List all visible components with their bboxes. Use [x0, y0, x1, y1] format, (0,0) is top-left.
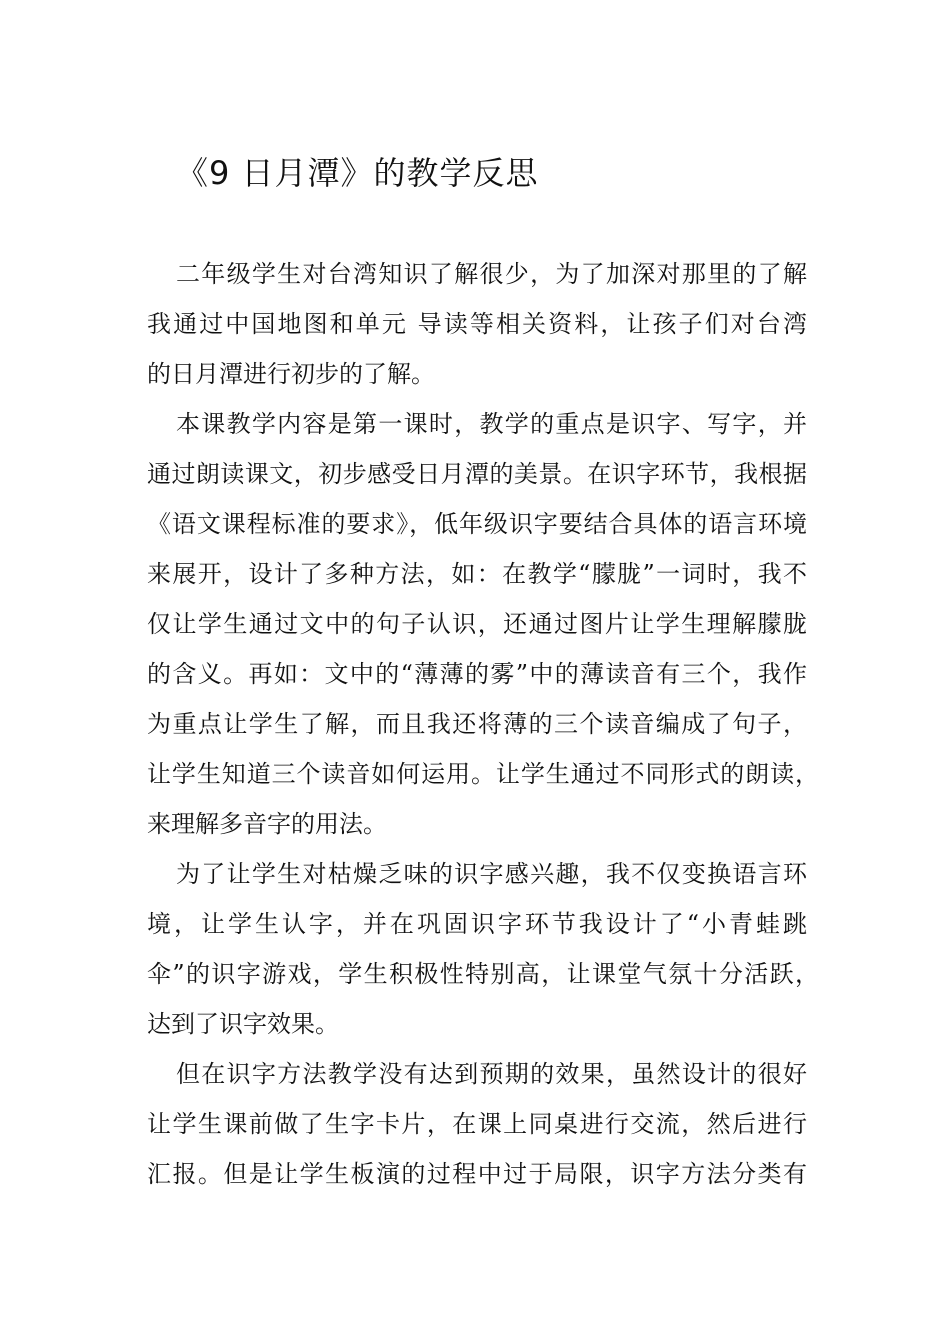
paragraph-1-line-2: 我通过中国地图和单元 导读等相关资料，让孩子们对台湾	[147, 310, 807, 338]
paragraph-2-line-2: 通过朗读课文，初步感受日月潭的美景。在识字环节，我根据	[147, 460, 807, 488]
paragraph-1-line-1: 二年级学生对台湾知识了解很少，为了加深对那里的了解	[176, 260, 807, 288]
paragraph-2-line-4: 来展开，设计了多种方法，如：在教学“朦胧”一词时，我不	[147, 560, 807, 588]
paragraph-2-line-8: 让学生知道三个读音如何运用。让学生通过不同形式的朗读，	[147, 760, 819, 788]
paragraph-1-line-3: 的日月潭进行初步的了解。	[147, 360, 435, 388]
paragraph-2-line-9: 来理解多音字的用法。	[147, 810, 387, 838]
paragraph-4-line-1: 但在识字方法教学没有达到预期的效果，虽然设计的很好	[176, 1060, 807, 1088]
paragraph-4-line-3: 汇报。但是让学生板演的过程中过于局限，识字方法分类有	[147, 1160, 807, 1188]
paragraph-2-line-5: 仅让学生通过文中的句子认识，还通过图片让学生理解朦胧	[147, 610, 807, 638]
document-title: 《9 日月潭》的教学反思	[176, 154, 539, 192]
paragraph-2-line-6: 的含义。再如：文中的“薄薄的雾”中的薄读音有三个，我作	[147, 660, 807, 688]
paragraph-3-line-3: 伞”的识字游戏，学生积极性特别高，让课堂气氛十分活跃，	[147, 960, 819, 988]
paragraph-3-line-1: 为了让学生对枯燥乏味的识字感兴趣，我不仅变换语言环	[176, 860, 807, 888]
paragraph-3-line-2: 境，让学生认字，并在巩固识字环节我设计了“小青蛙跳	[147, 910, 807, 938]
paragraph-4-line-2: 让学生课前做了生字卡片，在课上同桌进行交流，然后进行	[147, 1110, 807, 1138]
paragraph-2-line-3: 《语文课程标准的要求》，低年级识字要结合具体的语言环境	[147, 510, 807, 538]
paragraph-3-line-4: 达到了识字效果。	[147, 1010, 339, 1038]
paragraph-2-line-1: 本课教学内容是第一课时，教学的重点是识字、写字，并	[176, 410, 807, 438]
paragraph-2-line-7: 为重点让学生了解，而且我还将薄的三个读音编成了句子，	[147, 710, 807, 738]
